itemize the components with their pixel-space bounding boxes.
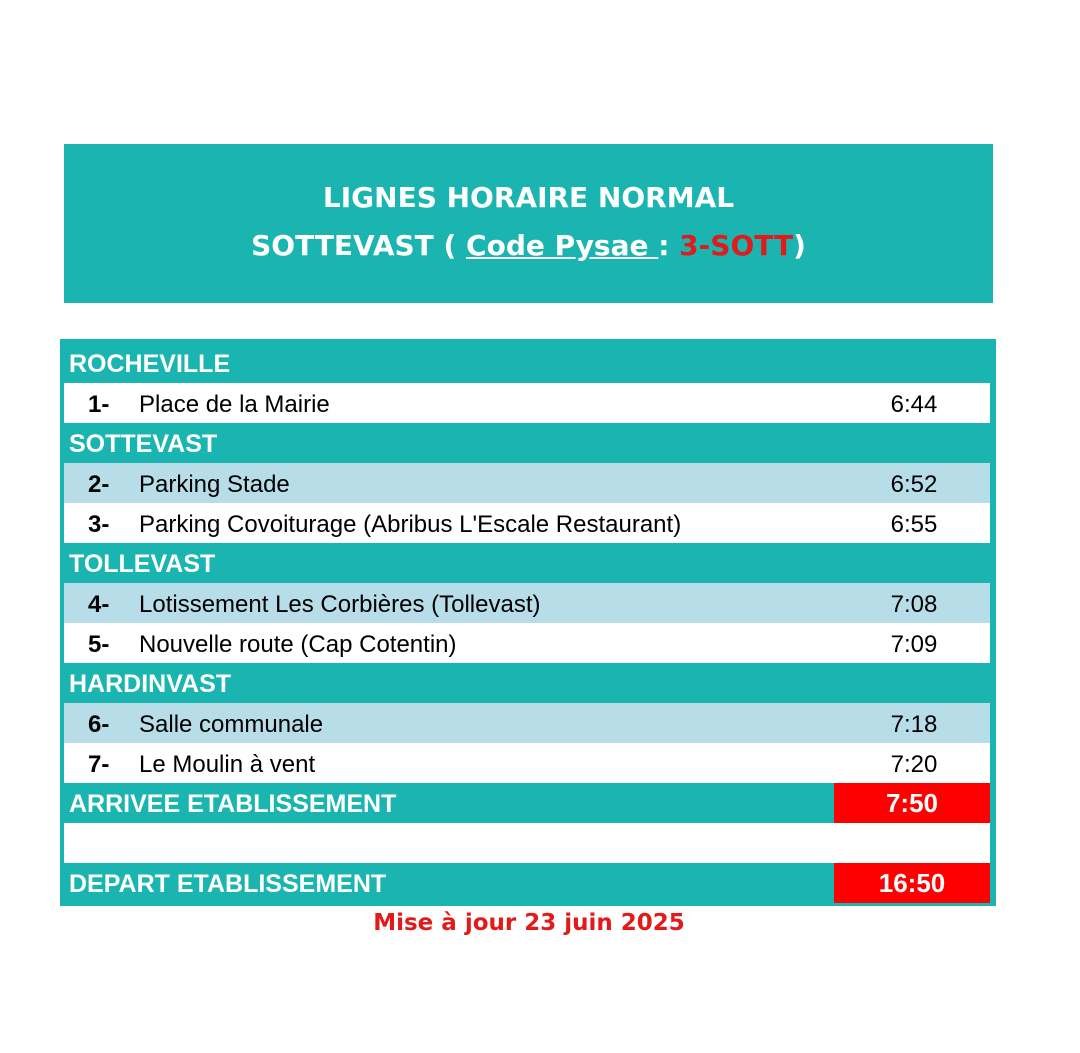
departure-row: [64, 863, 990, 903]
stop-number: 4-: [88, 591, 110, 618]
departure-time: 16:50: [834, 863, 990, 903]
departure-label: DEPART ETABLISSEMENT: [69, 870, 387, 898]
stop-name: Salle communale: [139, 711, 324, 738]
stop-number: 7-: [88, 751, 110, 778]
stop-time: 6:55: [890, 511, 938, 538]
stop-time: 6:44: [890, 391, 938, 418]
stop-row: [64, 703, 990, 743]
zone-label: SOTTEVAST: [69, 430, 218, 458]
stop-row: [64, 383, 990, 423]
stop-row: [64, 503, 990, 543]
title-line-2-prefix: SOTTEVAST (: [251, 229, 467, 262]
title-line-2: [64, 228, 993, 264]
arrival-time: 7:50: [834, 783, 990, 823]
stop-name: Parking Stade: [139, 471, 290, 498]
stop-name: Le Moulin à vent: [139, 751, 316, 778]
update-note: Mise à jour 23 juin 2025: [373, 910, 685, 936]
stop-time: 7:18: [890, 711, 938, 738]
zone-row-tollevast: [64, 543, 990, 583]
schedule-table: [60, 339, 996, 906]
zone-row-hardinvast: [64, 663, 990, 703]
zone-label: HARDINVAST: [69, 670, 232, 698]
stop-number: 1-: [88, 391, 110, 418]
stop-row: [64, 583, 990, 623]
zone-label: ROCHEVILLE: [69, 350, 231, 378]
stop-name: Nouvelle route (Cap Cotentin): [139, 631, 457, 658]
spacer-row: [64, 823, 990, 863]
zone-row-rocheville: [64, 343, 990, 383]
stop-number: 3-: [88, 511, 110, 538]
code-pysae-label: Code Pysae: [466, 229, 659, 262]
stop-name: Place de la Mairie: [139, 391, 330, 418]
stop-number: 2-: [88, 471, 110, 498]
stop-time: 6:52: [890, 471, 938, 498]
stop-name: Parking Covoiturage (Abribus L'Escale Restaurant): [139, 511, 682, 538]
stop-name: Lotissement Les Corbières (Tollevast): [139, 591, 541, 618]
arrival-label: ARRIVEE ETABLISSEMENT: [69, 790, 397, 818]
code-colon: :: [658, 229, 680, 262]
stop-number: 6-: [88, 711, 110, 738]
title-line-1: LIGNES HORAIRE NORMAL: [322, 181, 735, 214]
stop-time: 7:09: [890, 631, 938, 658]
stop-number: 5-: [88, 631, 110, 658]
zone-row-sottevast: [64, 423, 990, 463]
arrival-row: [64, 783, 990, 823]
code-pysae-value: 3-SOTT: [679, 229, 794, 262]
title-line-2-suffix: ): [793, 229, 806, 262]
title-banner: [64, 144, 993, 303]
stop-row: [64, 623, 990, 663]
zone-label: TOLLEVAST: [69, 550, 216, 578]
stop-row: [64, 463, 990, 503]
stop-time: 7:08: [890, 591, 938, 618]
stop-row: [64, 743, 990, 783]
stop-time: 7:20: [890, 751, 938, 778]
